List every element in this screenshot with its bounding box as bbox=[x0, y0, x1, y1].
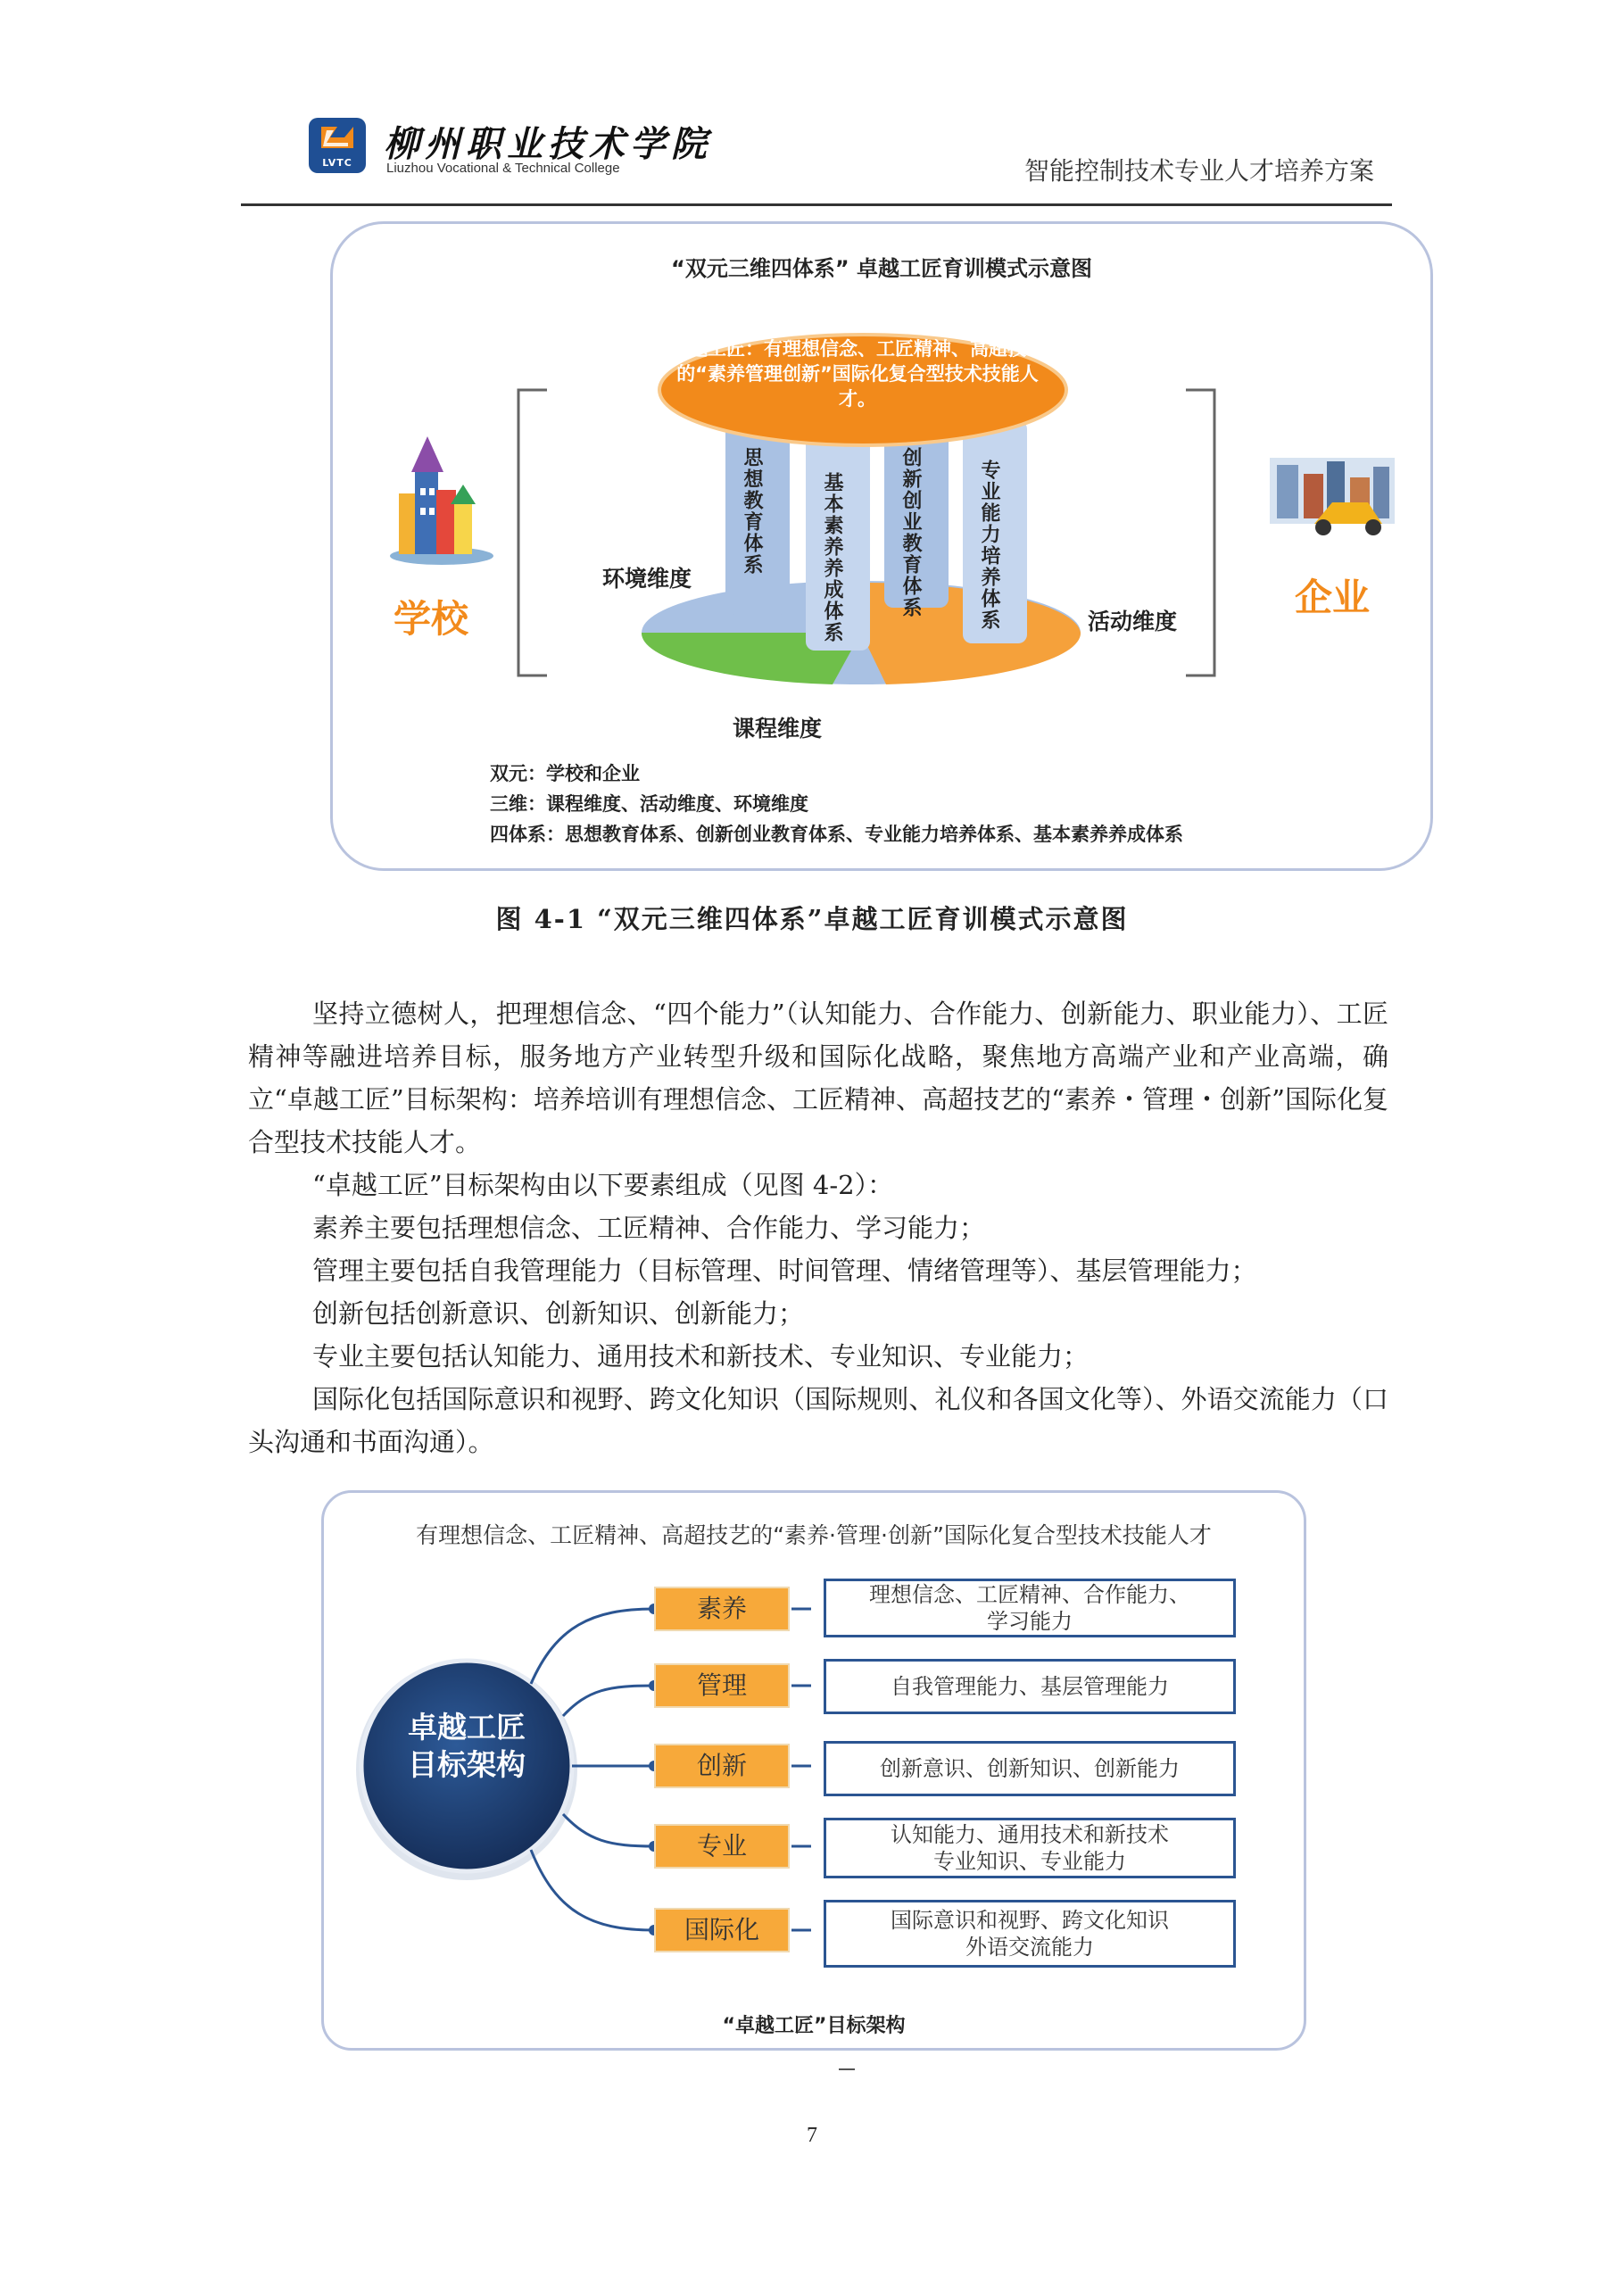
desc-line: 学习能力 bbox=[987, 1609, 1073, 1634]
pillar-label-4: 专业能力培养体系 bbox=[978, 460, 1000, 631]
legend-line-1: 双元：学校和企业 bbox=[490, 763, 640, 784]
center-label-line-2: 目标架构 bbox=[408, 1747, 526, 1782]
paragraph: 国际化包括国际意识和视野、跨文化知识（国际规则、礼仪和各国文化等）、外语交流能力（口头沟通和书面沟通）。 bbox=[248, 1384, 1388, 1457]
legend-line-2: 三维：课程维度、活动维度、环境维度 bbox=[490, 793, 808, 815]
left-bracket bbox=[518, 390, 547, 676]
figure1-title: “双元三维四体系” 卓越工匠育训模式示意图 bbox=[671, 256, 1092, 281]
desc-line: 认知能力、通用技术和新技术 bbox=[891, 1822, 1169, 1847]
desc-line: 专业知识、专业能力 bbox=[933, 1849, 1126, 1874]
element-box-profession: 专业 bbox=[654, 1824, 790, 1869]
figure-training-model bbox=[330, 221, 1433, 871]
paragraph: 创新包括创新意识、创新知识、创新能力； bbox=[312, 1298, 805, 1329]
figure2-caption: “卓越工匠”目标架构 bbox=[722, 2015, 906, 2037]
body-text bbox=[248, 992, 1388, 1463]
enterprise-icon bbox=[1270, 458, 1395, 535]
paragraph: 素养主要包括理想信念、工匠精神、合作能力、学习能力； bbox=[312, 1213, 986, 1243]
desc-line: 理想信念、工匠精神、合作能力、 bbox=[869, 1582, 1190, 1607]
desc-line: 自我管理能力、基层管理能力 bbox=[891, 1674, 1169, 1699]
college-name-en: Liuzhou Vocational & Technical College bbox=[386, 161, 620, 176]
desc-box-international bbox=[824, 1900, 1236, 1968]
desc-box-literacy bbox=[824, 1579, 1236, 1637]
center-label-line-1: 卓越工匠 bbox=[408, 1710, 526, 1745]
school-icon bbox=[390, 436, 493, 565]
pillar-label-1: 思想教育体系 bbox=[741, 447, 763, 576]
pillar-label-2: 基本素养养成体系 bbox=[821, 472, 843, 643]
center-circle-label bbox=[377, 1709, 556, 1784]
element-box-international: 国际化 bbox=[654, 1908, 790, 1952]
activity-dimension-label: 活动维度 bbox=[1088, 609, 1178, 634]
element-box-management: 管理 bbox=[654, 1663, 790, 1708]
desc-box-management bbox=[824, 1659, 1236, 1714]
college-logo bbox=[309, 118, 366, 173]
course-dimension-label: 课程维度 bbox=[733, 716, 823, 742]
element-box-literacy: 素养 bbox=[654, 1587, 790, 1631]
environment-dimension-label: 环境维度 bbox=[602, 566, 692, 592]
page-header bbox=[241, 107, 1392, 206]
enterprise-label: 企业 bbox=[1295, 576, 1371, 619]
top-ellipse-text: 卓越工匠：有理想信念、工匠精神、高超技艺的“素养管理创新”国际化复合型技术技能人才。 bbox=[670, 338, 1045, 410]
figure1-caption: 图 4-1 “双元三维四体系”卓越工匠育训模式示意图 bbox=[495, 904, 1129, 934]
figure-target-architecture bbox=[321, 1490, 1306, 2051]
pillar-label-3: 创新创业教育体系 bbox=[899, 447, 922, 618]
right-bracket bbox=[1186, 390, 1214, 676]
document-title: 智能控制技术专业人才培养方案 bbox=[1023, 156, 1374, 186]
desc-line: 国际意识和视野、跨文化知识 bbox=[891, 1908, 1169, 1933]
page-number: 7 bbox=[807, 2124, 817, 2147]
desc-box-profession bbox=[824, 1818, 1236, 1878]
logo-abbr: LVTC bbox=[322, 157, 352, 169]
desc-line: 外语交流能力 bbox=[965, 1935, 1094, 1960]
divider-dash bbox=[839, 2068, 855, 2070]
paragraph: 管理主要包括自我管理能力（目标管理、时间管理、情绪管理等）、基层管理能力； bbox=[312, 1256, 1257, 1286]
college-name-cn: 柳州职业技术学院 bbox=[384, 123, 712, 165]
school-label: 学校 bbox=[394, 597, 469, 641]
legend-line-3: 四体系：思想教育体系、创新创业教育体系、专业能力培养体系、基本素养养成体系 bbox=[490, 824, 1183, 845]
element-box-innovation: 创新 bbox=[654, 1744, 790, 1788]
logo-mark-icon bbox=[318, 123, 357, 152]
desc-box-innovation bbox=[824, 1741, 1236, 1796]
desc-line: 创新意识、创新知识、创新能力 bbox=[880, 1756, 1180, 1781]
paragraph: 坚持立德树人，把理想信念、“四个能力”（认知能力、合作能力、创新能力、职业能力）、工匠精神等融进培养目标，服务地方产业转型升级和国际化战略，聚焦地方高端产业和产业高端，确立“卓越工匠”目标架构：培养培训有理想信念、工匠精神、高超技艺的“素养・管理・创新”国际化复合型技术技能人才。 bbox=[248, 999, 1388, 1157]
paragraph: “卓越工匠”目标架构由以下要素组成（见图 4-2）： bbox=[312, 1170, 894, 1200]
figure2-title: 有理想信念、工匠精神、高超技艺的“素养·管理·创新”国际化复合型技术技能人才 bbox=[416, 1522, 1212, 1548]
paragraph: 专业主要包括认知能力、通用技术和新技术、专业知识、专业能力； bbox=[312, 1341, 1090, 1372]
